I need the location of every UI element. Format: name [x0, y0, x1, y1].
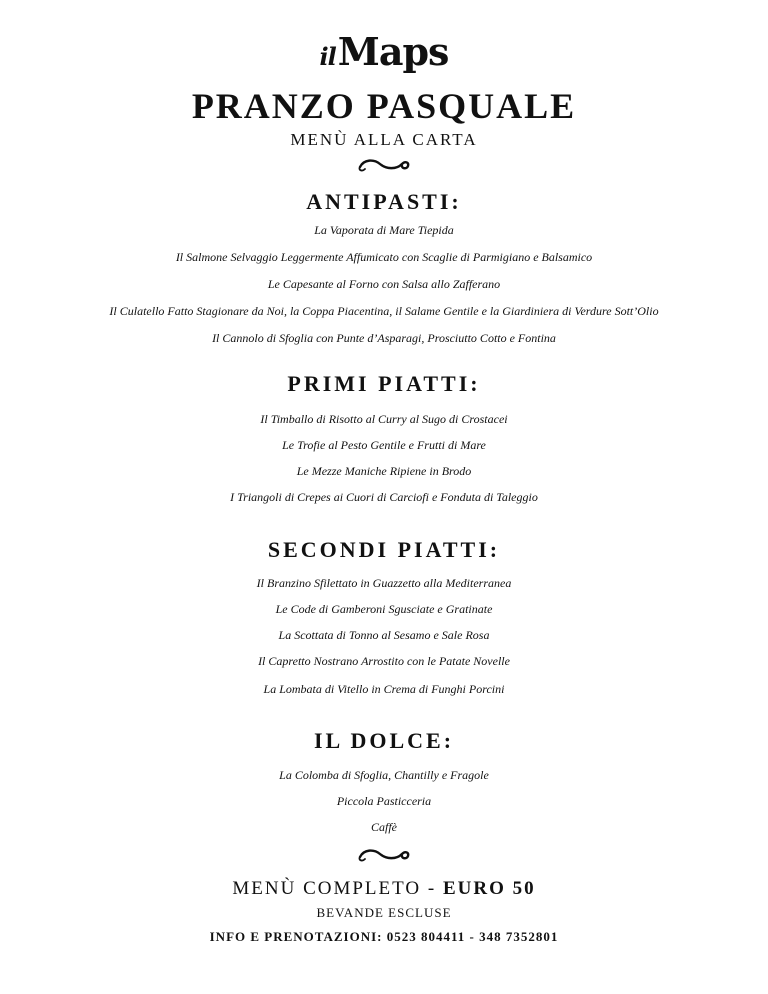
menu-item: Il Salmone Selvaggio Leggermente Affumicato con Scaglie di Parmigiano e Balsamico [175, 250, 593, 264]
flourish-icon [354, 156, 414, 174]
menu-item: Il Timballo di Risotto al Curry al Sugo di Crostacei [260, 412, 508, 426]
page-title: PRANZO PASQUALE [191, 86, 577, 126]
menu-item: La Colomba di Sfoglia, Chantilly e Fragole [279, 768, 489, 782]
logo [0, 30, 768, 79]
section-title-dolce: IL DOLCE: [313, 728, 455, 753]
section-title-primi: PRIMI PIATTI: [287, 371, 481, 396]
menu-item: Il Branzino Sfilettato in Guazzetto alla Mediterranea [256, 576, 512, 590]
menu-item: Il Capretto Nostrano Arrostito con le Patate Novelle [258, 654, 510, 668]
flourish-icon [354, 846, 414, 864]
menu-item: La Scottata di Tonno al Sesamo e Sale Rosa [278, 628, 490, 642]
menu-item: Piccola Pasticceria [336, 794, 432, 808]
logo-prefix: il [319, 42, 336, 71]
menu-item: Il Culatello Fatto Stagionare da Noi, la Coppa Piacentina, il Salame Gentile e la Giardiniera di Verdure Sott’Olio [109, 304, 659, 318]
section-title-antipasti: ANTIPASTI: [306, 189, 462, 214]
menu-item: Le Capesante al Forno con Salsa allo Zafferano [267, 277, 501, 291]
menu-item: La Lombata di Vitello in Crema di Funghi Porcini [263, 682, 505, 696]
booking-info: INFO E PRENOTAZIONI: 0523 804411 - 348 7352801 [209, 929, 559, 944]
menu-item: Le Code di Gamberoni Sgusciate e Gratinate [275, 602, 493, 616]
logo-name: Maps [337, 29, 449, 74]
drinks-note: BEVANDE ESCLUSE [316, 905, 452, 920]
menu-item: I Triangoli di Crepes ai Cuori di Carciofi e Fonduta di Taleggio [230, 490, 538, 504]
complete-menu-price [0, 877, 768, 901]
menu-item: La Vaporata di Mare Tiepida [314, 223, 454, 237]
section-title-secondi: SECONDI PIATTI: [267, 537, 501, 562]
complete-label: MENÙ COMPLETO - [232, 878, 437, 899]
menu-item: Le Trofie al Pesto Gentile e Frutti di Mare [282, 438, 486, 452]
page-subtitle: MENÙ ALLA CARTA [290, 130, 478, 149]
menu-item: Il Cannolo di Sfoglia con Punte d’Asparagi, Prosciutto Cotto e Fontina [212, 331, 556, 345]
menu-item: Le Mezze Maniche Ripiene in Brodo [296, 464, 472, 478]
price: EURO 50 [442, 878, 536, 899]
menu-item: Caffè [371, 820, 397, 834]
